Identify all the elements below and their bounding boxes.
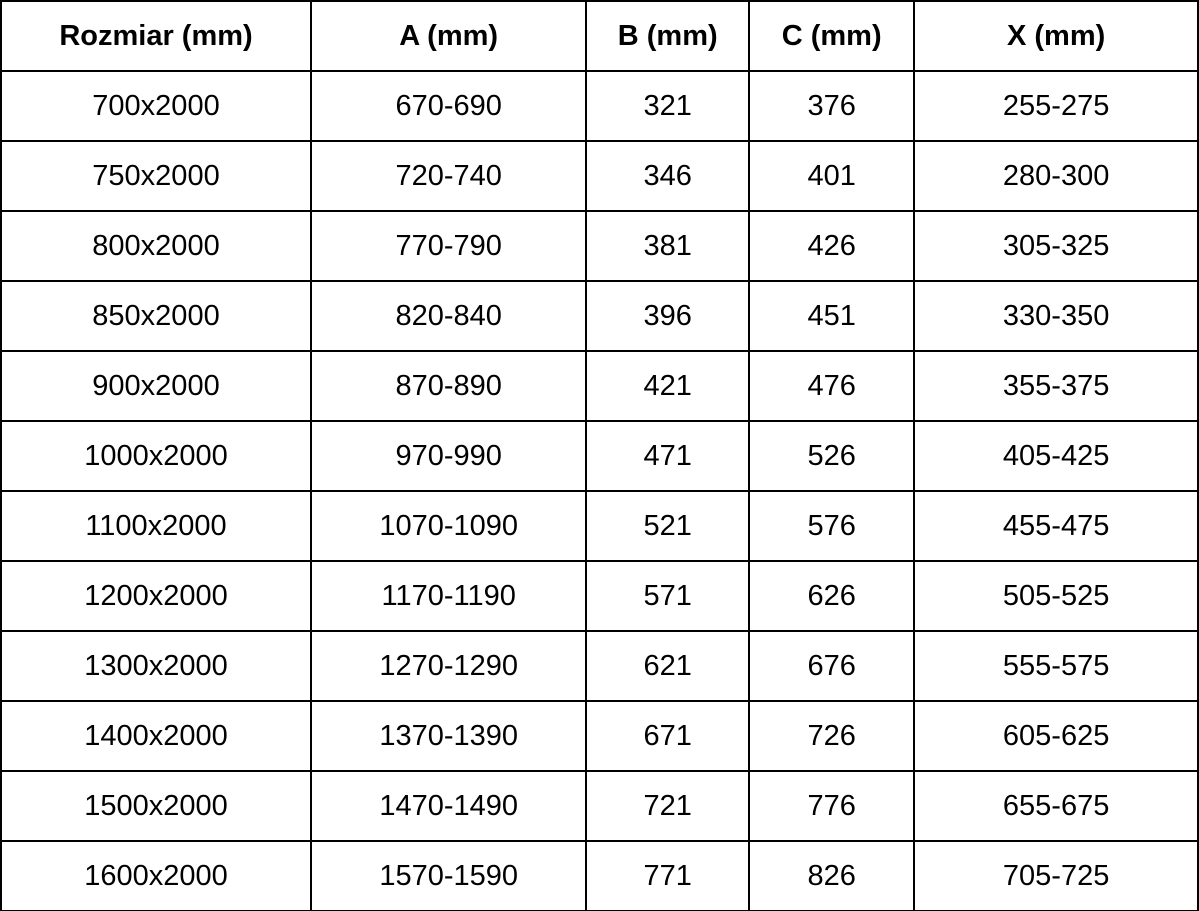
cell-a: 720-740 [311, 141, 586, 211]
column-header-b: B (mm) [586, 1, 749, 71]
cell-rozmiar: 1400x2000 [1, 701, 311, 771]
cell-a: 970-990 [311, 421, 586, 491]
cell-a: 670-690 [311, 71, 586, 141]
cell-b: 321 [586, 71, 749, 141]
cell-rozmiar: 1500x2000 [1, 771, 311, 841]
table-row [1, 141, 1198, 211]
cell-x: 505-525 [914, 561, 1198, 631]
cell-x: 455-475 [914, 491, 1198, 561]
cell-c: 576 [749, 491, 914, 561]
column-header-rozmiar: Rozmiar (mm) [1, 1, 311, 71]
cell-x: 405-425 [914, 421, 1198, 491]
cell-c: 376 [749, 71, 914, 141]
table-row [1, 281, 1198, 351]
column-header-a: A (mm) [311, 1, 586, 71]
cell-x: 705-725 [914, 841, 1198, 911]
cell-a: 1170-1190 [311, 561, 586, 631]
table-header [1, 1, 1198, 71]
cell-b: 396 [586, 281, 749, 351]
cell-rozmiar: 700x2000 [1, 71, 311, 141]
cell-a: 1570-1590 [311, 841, 586, 911]
cell-a: 820-840 [311, 281, 586, 351]
cell-rozmiar: 1600x2000 [1, 841, 311, 911]
table-row [1, 841, 1198, 911]
table-row [1, 211, 1198, 281]
cell-b: 621 [586, 631, 749, 701]
cell-c: 676 [749, 631, 914, 701]
table-row [1, 631, 1198, 701]
cell-x: 655-675 [914, 771, 1198, 841]
table-row [1, 351, 1198, 421]
cell-rozmiar: 1300x2000 [1, 631, 311, 701]
column-header-c: C (mm) [749, 1, 914, 71]
cell-x: 355-375 [914, 351, 1198, 421]
cell-rozmiar: 1000x2000 [1, 421, 311, 491]
table-body [1, 71, 1198, 911]
cell-c: 826 [749, 841, 914, 911]
cell-a: 1370-1390 [311, 701, 586, 771]
cell-rozmiar: 850x2000 [1, 281, 311, 351]
cell-b: 521 [586, 491, 749, 561]
cell-c: 776 [749, 771, 914, 841]
cell-a: 770-790 [311, 211, 586, 281]
table-row [1, 561, 1198, 631]
cell-c: 401 [749, 141, 914, 211]
cell-x: 305-325 [914, 211, 1198, 281]
cell-rozmiar: 800x2000 [1, 211, 311, 281]
cell-b: 346 [586, 141, 749, 211]
cell-c: 476 [749, 351, 914, 421]
cell-a: 1070-1090 [311, 491, 586, 561]
cell-x: 605-625 [914, 701, 1198, 771]
cell-c: 426 [749, 211, 914, 281]
cell-b: 571 [586, 561, 749, 631]
cell-b: 471 [586, 421, 749, 491]
cell-rozmiar: 1200x2000 [1, 561, 311, 631]
cell-x: 330-350 [914, 281, 1198, 351]
cell-b: 671 [586, 701, 749, 771]
cell-a: 1470-1490 [311, 771, 586, 841]
cell-a: 870-890 [311, 351, 586, 421]
table-row [1, 421, 1198, 491]
cell-rozmiar: 1100x2000 [1, 491, 311, 561]
cell-a: 1270-1290 [311, 631, 586, 701]
cell-b: 771 [586, 841, 749, 911]
cell-b: 721 [586, 771, 749, 841]
cell-x: 280-300 [914, 141, 1198, 211]
cell-x: 555-575 [914, 631, 1198, 701]
cell-b: 421 [586, 351, 749, 421]
column-header-x: X (mm) [914, 1, 1198, 71]
cell-rozmiar: 900x2000 [1, 351, 311, 421]
table-row [1, 71, 1198, 141]
cell-c: 726 [749, 701, 914, 771]
cell-c: 451 [749, 281, 914, 351]
cell-b: 381 [586, 211, 749, 281]
table-row [1, 701, 1198, 771]
header-row [1, 1, 1198, 71]
cell-c: 526 [749, 421, 914, 491]
cell-c: 626 [749, 561, 914, 631]
table-row [1, 491, 1198, 561]
cell-x: 255-275 [914, 71, 1198, 141]
table-row [1, 771, 1198, 841]
cell-rozmiar: 750x2000 [1, 141, 311, 211]
